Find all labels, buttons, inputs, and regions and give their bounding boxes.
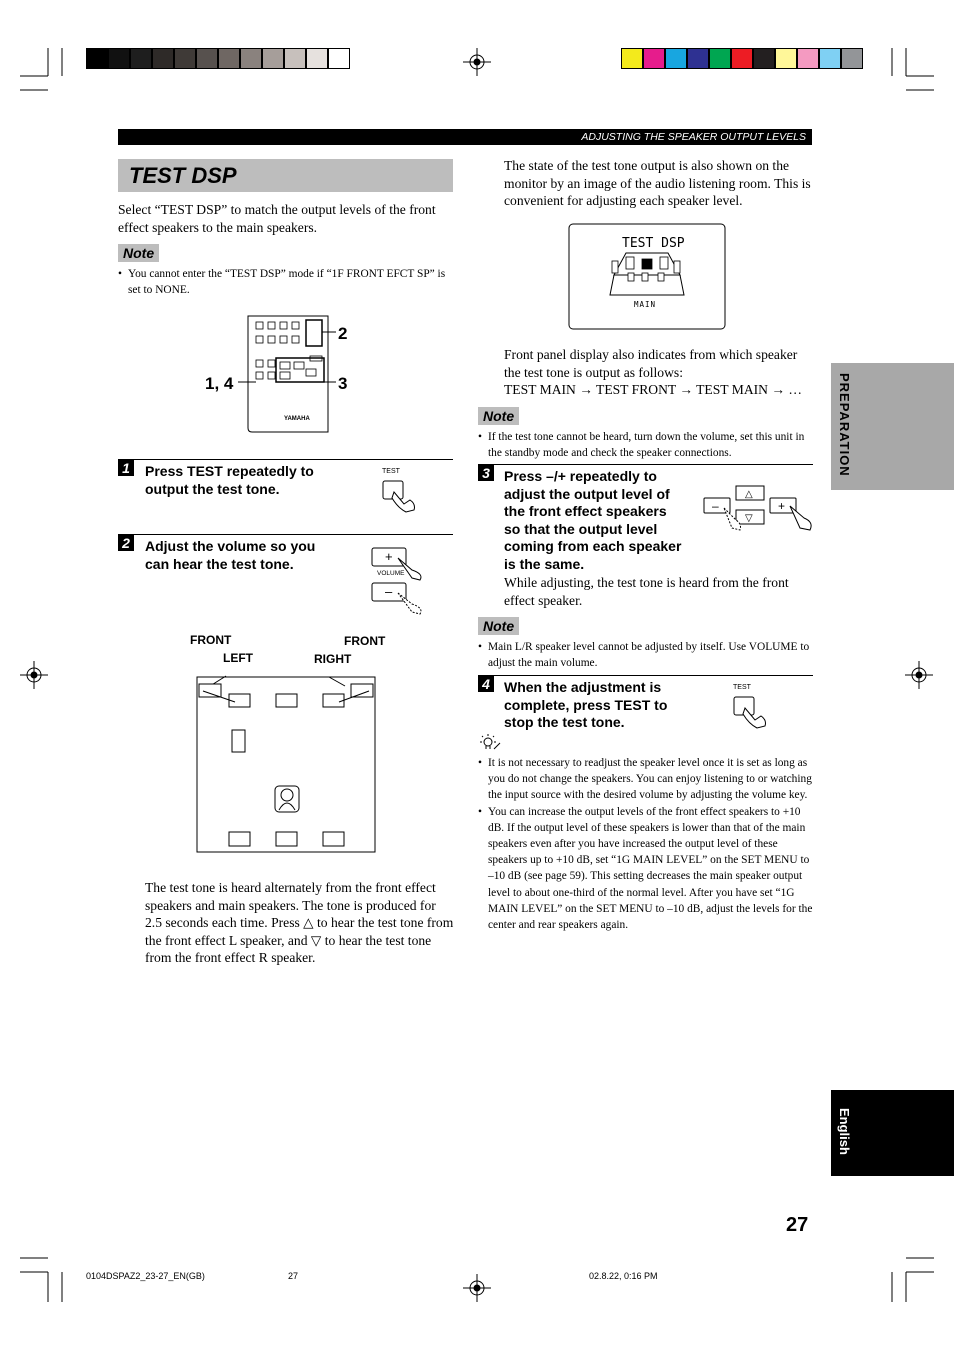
center-speaker	[276, 694, 297, 707]
gray-swatch	[284, 48, 306, 69]
color-swatch	[731, 48, 753, 69]
note-item: • You cannot enter the “TEST DSP” mode if “1F FRONT EFCT SP” is set to NONE.	[118, 266, 453, 298]
color-swatch	[819, 48, 841, 69]
page-title-box	[118, 159, 453, 192]
svg-text:+: +	[385, 549, 393, 564]
color-swatch	[841, 48, 863, 69]
color-swatch	[797, 48, 819, 69]
subwoofer	[232, 730, 245, 752]
monitor-title: TEST DSP	[622, 236, 685, 251]
svg-text:▽: ▽	[745, 513, 753, 524]
gray-swatch	[328, 48, 350, 69]
hand-press-test-icon	[380, 478, 420, 514]
monitor-display-image	[568, 223, 728, 331]
step-4-number: 4	[478, 676, 494, 692]
note-list-2	[478, 429, 813, 461]
monitor-main-label: MAIN	[634, 300, 657, 309]
svg-text:+: +	[778, 499, 786, 513]
color-swatch	[687, 48, 709, 69]
footer-page: 27	[288, 1271, 299, 1281]
preparation-tab-label: PREPARATION	[837, 373, 852, 477]
registration-mark-top	[463, 48, 491, 76]
test-button-label: TEST	[382, 468, 400, 475]
lightbulb-tip-icon	[478, 733, 502, 751]
color-swatch	[621, 48, 643, 69]
note-list-3	[478, 639, 813, 671]
right-paragraph-2: Front panel display also indicates from which speaker the test tone is output as follows:	[504, 347, 798, 380]
step-2-title: Adjust the volume so you can hear the test tone.	[145, 538, 316, 572]
note-label-2: Note	[478, 407, 519, 425]
gray-swatch	[240, 48, 262, 69]
step-3-number: 3	[478, 465, 494, 481]
step-4-title: When the adjustment is complete, press TEST to stop the test tone.	[504, 679, 668, 730]
intro-text: Select “TEST DSP” to match the output levels of the front effect speakers to the main speakers.	[118, 202, 436, 235]
page-number: 27	[786, 1214, 809, 1236]
svg-text:–: –	[712, 499, 719, 513]
gray-swatch	[218, 48, 240, 69]
color-swatch	[643, 48, 665, 69]
test-button-label-2: TEST	[733, 684, 751, 691]
listener-icon	[275, 786, 299, 812]
callout-1-4: 1, 4	[205, 374, 234, 393]
step-3-body: While adjusting, the test tone is heard from the front effect speaker.	[504, 575, 789, 608]
front-effect-left-speaker	[199, 684, 221, 697]
section-header-bar	[118, 129, 812, 145]
volume-buttons-icon	[368, 546, 428, 616]
note-list-1	[118, 266, 453, 298]
rear-left-speaker	[229, 832, 250, 846]
page-title: TEST DSP	[129, 163, 237, 188]
gray-swatch	[86, 48, 108, 69]
color-swatch	[665, 48, 687, 69]
callout-2: 2	[338, 324, 348, 343]
remote-brand: YAMAHA	[284, 416, 310, 422]
note-item: • Main L/R speaker level cannot be adjusted by itself. Use VOLUME to adjust the main volume.	[478, 639, 813, 671]
english-tab	[831, 1090, 954, 1176]
hand-press-test-icon-2	[731, 694, 771, 730]
rear-center-speaker	[276, 832, 297, 846]
display-sequence: TEST MAIN → TEST FRONT → TEST MAIN → …	[504, 382, 802, 397]
left-paragraph: The test tone is heard alternately from the front effect speakers and main speakers. The tone is produced for 2.5 seconds each time. Press △ to hear the test tone from the front effect L speaker, and ▽ to hear the test tone from the front effect R speaker.	[145, 880, 454, 965]
step-1-title: Press TEST repeatedly to output the test tone.	[145, 463, 314, 497]
label-front-left-1: FRONT	[190, 633, 232, 647]
color-swatch	[709, 48, 731, 69]
tip-item: • It is not necessary to readjust the speaker level once it is set as long as you do not change the speakers. You can enjoy listening to or watching the input source with the desired volume by adjusting the volume key.	[478, 755, 814, 804]
gray-swatch	[152, 48, 174, 69]
volume-label: VOLUME	[377, 570, 405, 577]
note-label-1: Note	[118, 244, 159, 262]
color-swatch	[775, 48, 797, 69]
right-paragraph-1: The state of the test tone output is also shown on the monitor by an image of the audio listening room. This is convenient for adjusting each speaker level.	[504, 158, 811, 208]
label-front-right-1: FRONT	[344, 634, 386, 648]
remote-control-illustration	[200, 312, 360, 436]
english-tab-label: English	[837, 1108, 852, 1155]
listening-room-diagram	[195, 668, 380, 856]
front-effect-right-speaker	[351, 684, 373, 697]
svg-text:–: –	[385, 584, 393, 599]
footer-date: 02.8.22, 0:16 PM	[589, 1271, 658, 1281]
gray-swatch	[130, 48, 152, 69]
footer-file: 0104DSPAZ2_23-27_EN(GB)	[86, 1271, 205, 1281]
gray-swatch	[196, 48, 218, 69]
svg-text:△: △	[745, 489, 753, 500]
gray-swatch	[108, 48, 130, 69]
rear-right-speaker	[323, 832, 344, 846]
label-front-left-2: LEFT	[223, 651, 253, 665]
tips-list	[478, 755, 814, 933]
step-2-number: 2	[118, 535, 134, 551]
step-1-number: 1	[118, 460, 134, 476]
label-front-right-2: RIGHT	[314, 652, 352, 666]
step-3-title: Press –/+ repeatedly to adjust the output level of the front effect speakers so that the output level coming from each speaker is the same.	[504, 468, 682, 572]
minus-plus-buttons-icon	[700, 484, 816, 532]
note-item: • If the test tone cannot be heard, turn down the volume, set this unit in the standby mode and check the speaker connections.	[478, 429, 813, 461]
gray-swatch	[262, 48, 284, 69]
tip-item: • You can increase the output levels of the front effect speakers to +10 dB. If the output level of these speakers is lower than that of the main speakers even after you have increased the output level of these speakers up to +10 dB, set “1G MAIN LEVEL” on the SET MENU to –10 dB (see page 59). This setting decreases the main speaker output level to about one-third of the normal level. After you have set “1G MAIN LEVEL” on the SET MENU to –10 dB, adjust the levels for the center and rear speakers again.	[478, 804, 814, 934]
section-header-text: ADJUSTING THE SPEAKER OUTPUT LEVELS	[581, 131, 806, 143]
main-right-speaker	[323, 694, 344, 707]
color-swatch	[753, 48, 775, 69]
preparation-tab	[831, 363, 954, 490]
gray-swatch	[174, 48, 196, 69]
callout-3: 3	[338, 374, 348, 393]
note-label-3: Note	[478, 617, 519, 635]
gray-swatch	[306, 48, 328, 69]
